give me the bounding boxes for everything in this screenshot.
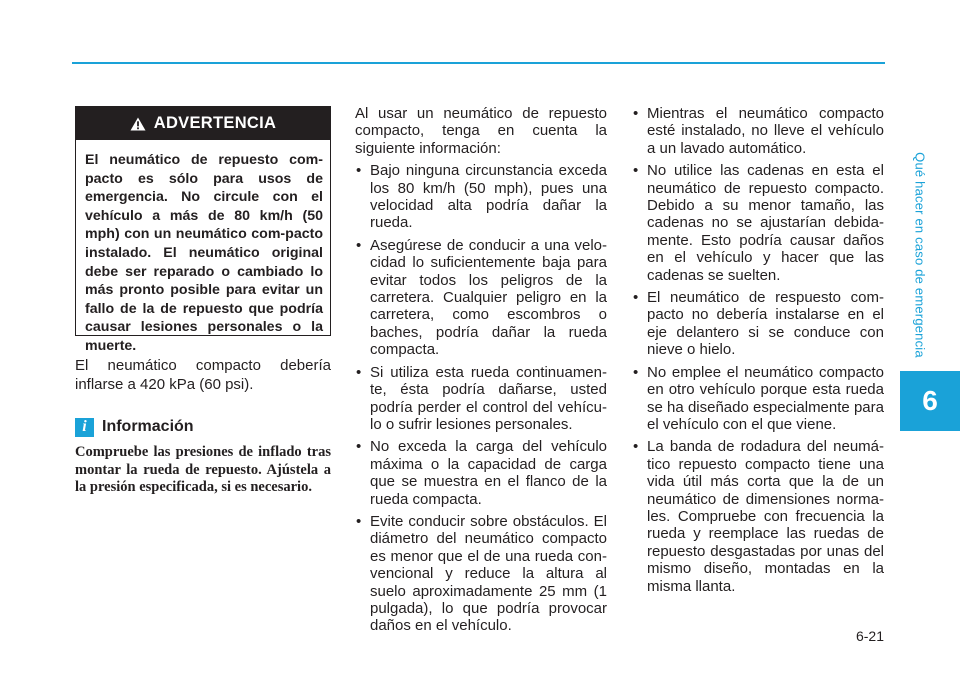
info-icon: i xyxy=(75,418,94,437)
list-item: • La banda de rodadura del neumá-tico repuesto compacto tiene una vida útil más corta que la de un neumático de dimensiones norma-les. Compruebe con frecuencia la rueda y reemplace las ruedas de repuesto desgastadas por unas del mismo diseño, montadas en la misma llanta. xyxy=(632,438,884,595)
info-title: Información xyxy=(102,418,194,435)
list-item: • Asegúrese de conducir a una velo-cidad lo suficientemente baja para evitar todos los peligros de la carretera. Cualquier peligro en la carretera, como escombros o baches, podría dañar la rueda compacta. xyxy=(355,237,607,359)
list-item: • Evite conducir sobre obstáculos. El diámetro del neumático compacto es menor que el de una rueda con-vencional y reduce la altura al suelo aproximadamente 25 mm (1 pulgada), lo que podría provocar daños en el vehículo. xyxy=(355,513,607,635)
info-text: Compruebe las presiones de inflado tras montar la rueda de repuesto. Ajústela a la presión especificada, si es necesario. xyxy=(75,444,331,495)
column-2 xyxy=(355,105,607,635)
chapter-tab: 6 xyxy=(900,371,960,431)
pressure-text: El neumático compacto debería inflarse a 420 kPa (60 psi). xyxy=(75,357,331,393)
col3-bullet-list xyxy=(632,105,884,595)
list-item: • No utilice las cadenas en esta el neumático de repuesto compacto. Debido a su menor tamaño, las cadenas no se ajustarían debida-mente. Esto podría causar daños en el vehículo y hacer que las cadenas se suelten. xyxy=(632,162,884,284)
col2-bullet-list xyxy=(355,162,607,635)
section-title: Qué hacer en caso de emergencia xyxy=(912,152,928,358)
list-item: • El neumático de respuesto com-pacto no debería instalarse en el eje delantero si se conduce con nieve o hielo. xyxy=(632,289,884,359)
list-item: • Bajo ninguna circunstancia exceda los 80 km/h (50 mph), pues una velocidad alta podría dañar la rueda. xyxy=(355,162,607,232)
page-number: 6-21 xyxy=(855,628,884,644)
list-item: • Si utiliza esta rueda continuamen-te, ésta podría dañarse, usted podría perder el control del vehícu-lo o sufrir lesiones personales. xyxy=(355,364,607,434)
warning-triangle-icon xyxy=(130,117,146,131)
warning-box xyxy=(75,106,331,354)
list-item: • No emplee el neumático compacto en otro vehículo porque esta rueda se ha diseñado especialmente para el vehículo con el que viene. xyxy=(632,364,884,434)
info-header xyxy=(75,416,194,438)
list-item: • Mientras el neumático compacto esté instalado, no lleve el vehículo a un lavado automático. xyxy=(632,105,884,157)
warning-header xyxy=(76,107,330,140)
warning-text: El neumático de repuesto com-pacto es sólo para usos de emergencia. No circule con el vehículo a más de 80 km/h (50 mph) con un neumático com-pacto instalado. El neumático original debe ser reparado o cambiado lo más pronto posible para evitar un fallo de la de repuesto que podría causar lesiones personales o la muerte. xyxy=(85,152,323,354)
warning-title: ADVERTENCIA xyxy=(153,114,277,132)
column-3 xyxy=(632,105,884,595)
list-item: • No exceda la carga del vehículo máxima o la capacidad de carga que se muestra en el flanco de la rueda compacta. xyxy=(355,438,607,508)
section-title-vertical xyxy=(910,150,930,360)
col2-intro: Al usar un neumático de repuesto compacto, tenga en cuenta la siguiente información: xyxy=(355,105,607,157)
header-rule xyxy=(72,62,885,64)
